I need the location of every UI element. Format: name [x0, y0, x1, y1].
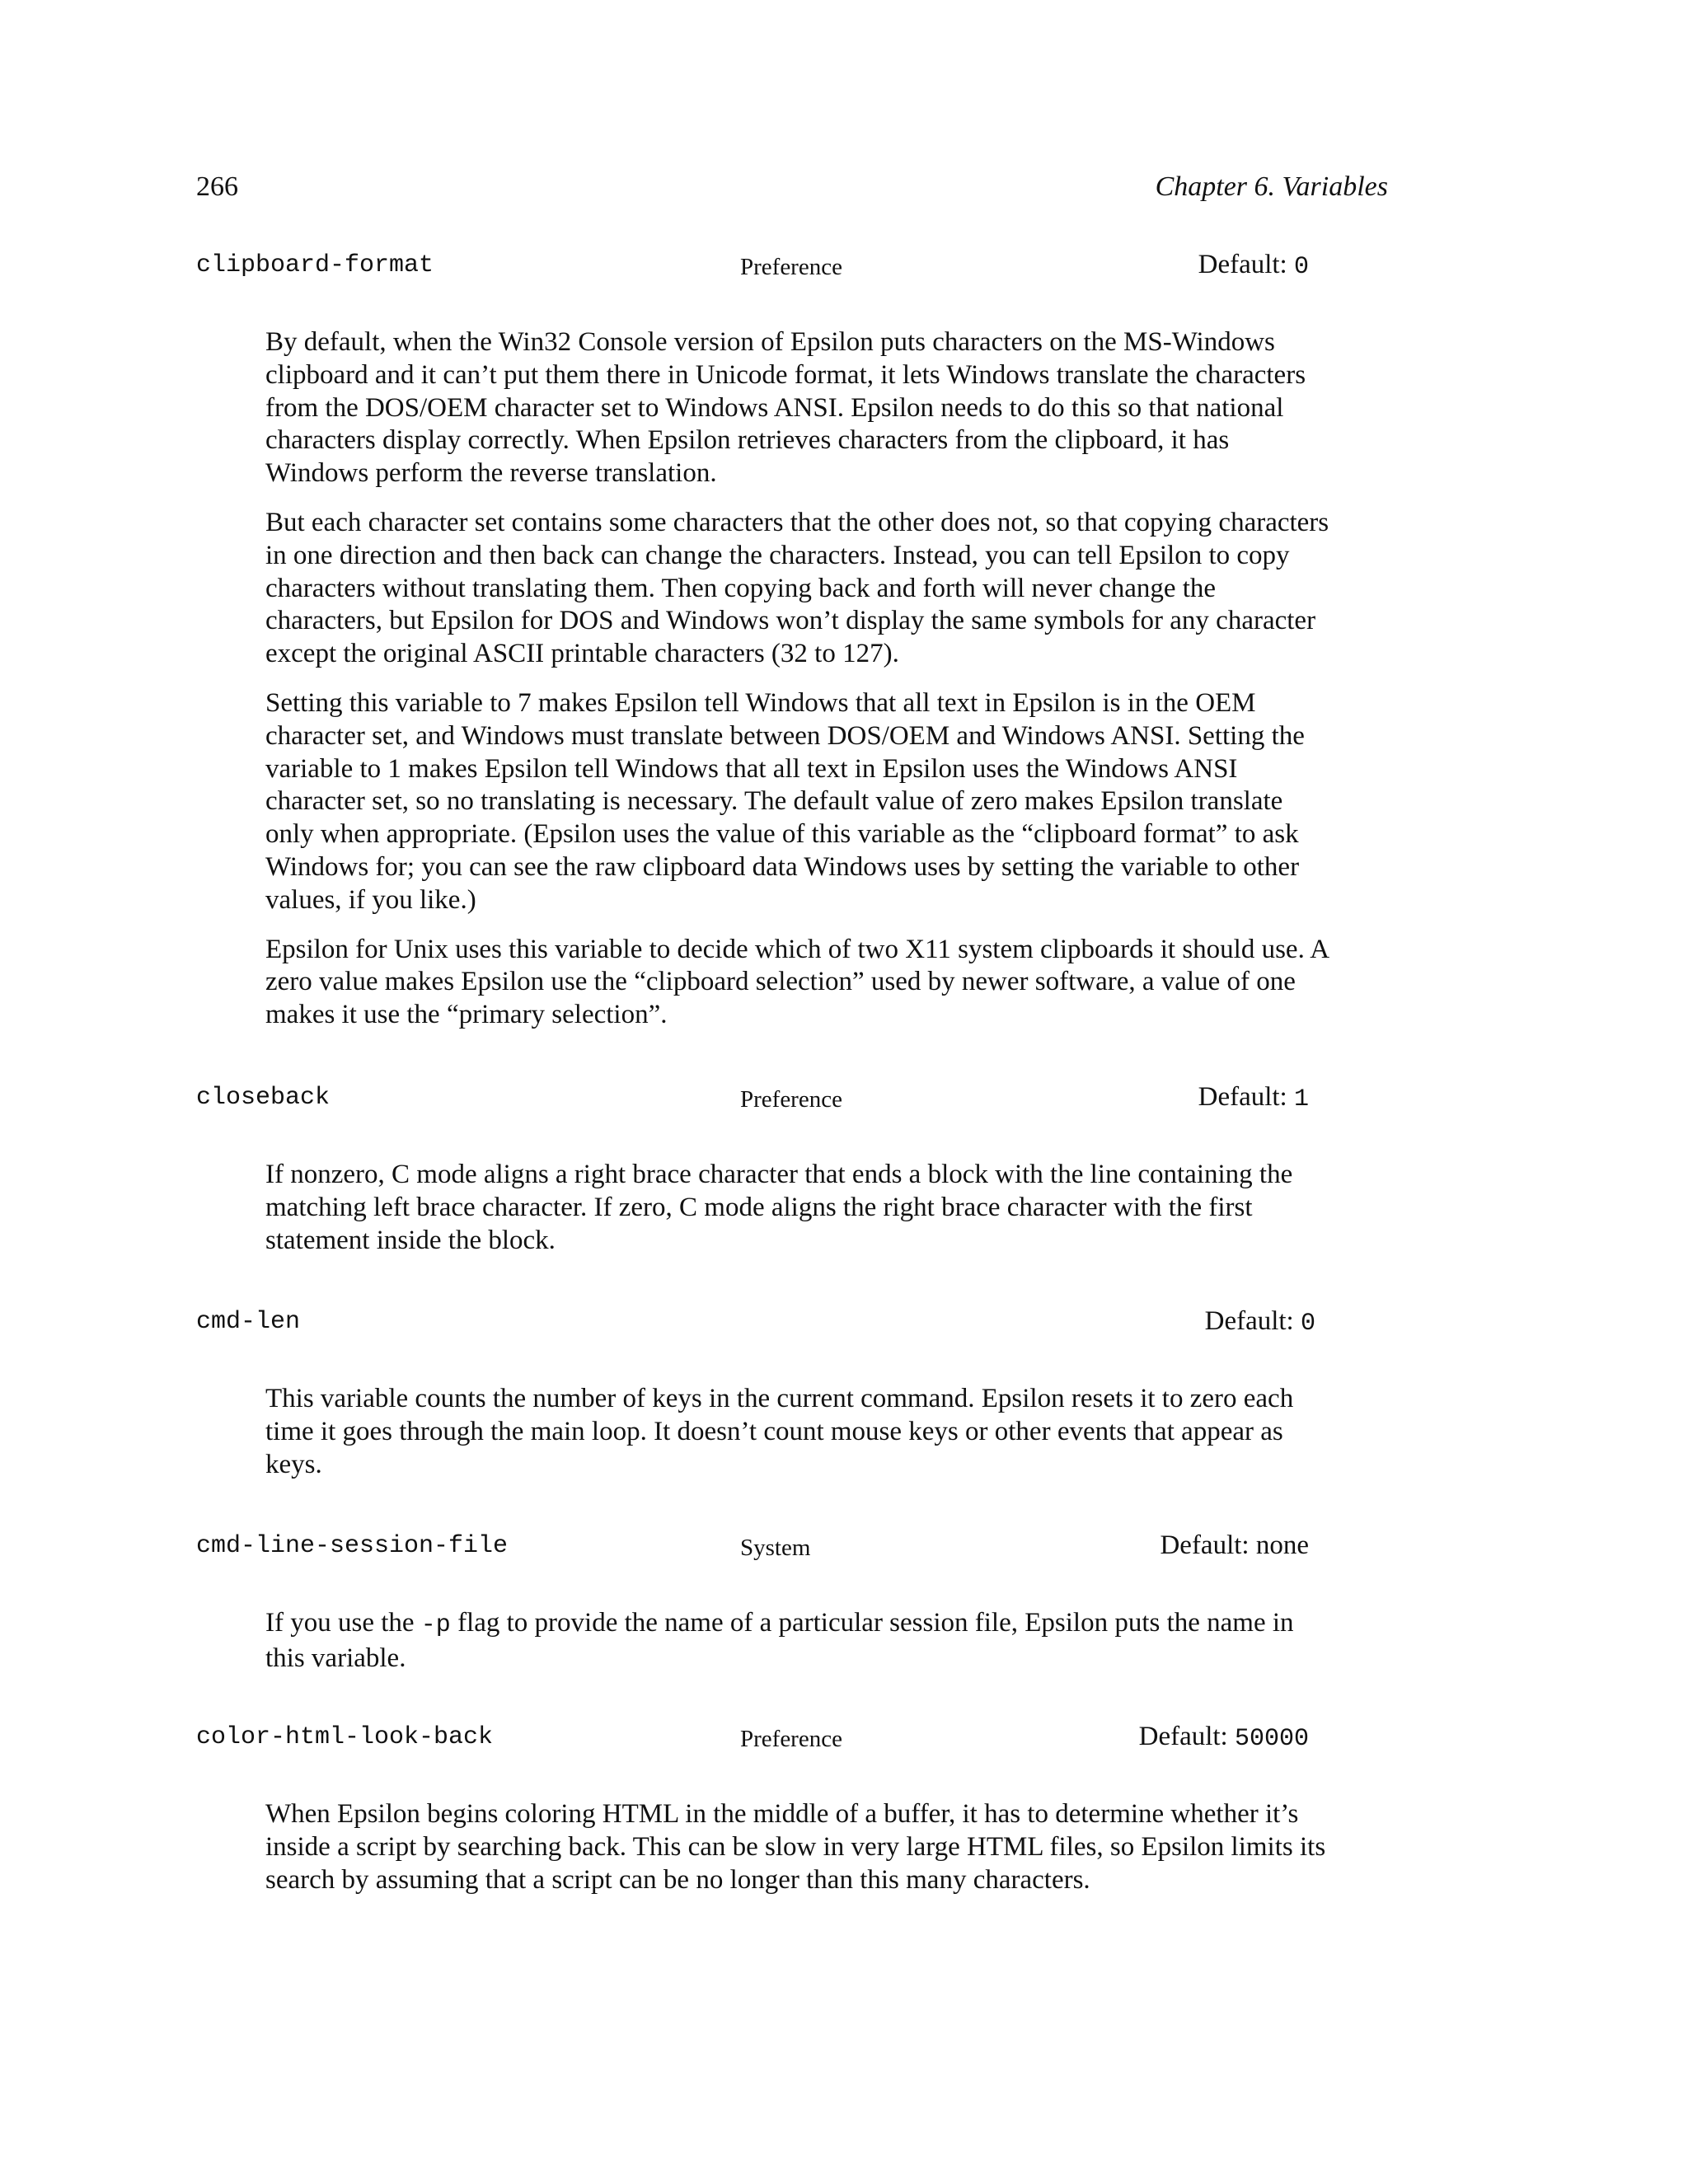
variable-name: cmd-line-session-file — [196, 1532, 509, 1560]
paragraph: Setting this variable to 7 makes Epsilon tell Windows that all text in Epsilon is in the OEM character set, and Windows must translate between DOS/OEM and Windows ANSI. Setting the variable to 1 makes Epsilon tell Windows that all text in Epsilon uses the Windows ANSI character set, so no translating is necessary. The default value of zero makes Epsilon translate only when appropriate. (Epsilon uses the value of this variable as the “clipboard format” to ask Windows for; you can see the raw clipboard data Windows uses by setting the variable to other values, if you like.) — [265, 687, 1305, 915]
variable-name: color-html-look-back — [196, 1723, 494, 1751]
variable-default — [1139, 1719, 1309, 1756]
flag-code: -p — [420, 1611, 451, 1639]
paragraph: When Epsilon begins coloring HTML in the middle of a buffer, it has to determine whether it’s inside a script by searching back. This can be slow in very large HTML files, so Epsilon limits its search by assuming that a script can be no longer than this many characters. — [265, 1799, 1326, 1895]
paragraph — [265, 1607, 1337, 1675]
default-value: 50000 — [1234, 1725, 1309, 1753]
entry-description-color-html-look-back — [265, 1798, 1337, 1913]
entry-description-cmd-len — [265, 1383, 1337, 1497]
entry-header-closeback — [196, 1080, 1367, 1118]
variable-default — [1198, 1080, 1309, 1117]
paragraph: By default, when the Win32 Console version of Epsilon puts characters on the MS-Windows clipboard and it can’t put them there in Unicode format, it lets Windows translate the characters from the DOS/OEM character set to Windows ANSI. Epsilon needs to do this so that national characters display correctly. When Epsilon retrieves characters from the clipboard, it has Windows perform the reverse translation. — [265, 327, 1306, 489]
entry-description-clipboard-format — [265, 326, 1337, 1048]
default-label: Default: — [1138, 1722, 1235, 1751]
variable-name: closeback — [196, 1084, 331, 1112]
variable-kind: System — [740, 1535, 811, 1561]
page-number: 266 — [196, 171, 238, 202]
paragraph: Epsilon for Unix uses this variable to decide which of two X11 system clipboards it should use. A zero value makes Epsilon use the “clipboard selection” used by newer software, a value of one makes it use the “primary selection”. — [265, 934, 1329, 1030]
variable-kind: Preference — [740, 1086, 842, 1113]
text: If you use the — [265, 1608, 421, 1638]
variable-default — [1198, 247, 1309, 284]
entry-header-cmd-len — [196, 1304, 1367, 1342]
variable-kind: Preference — [740, 1726, 842, 1752]
default-label: Default: — [1198, 1082, 1294, 1112]
default-value: 0 — [1300, 1310, 1315, 1338]
running-head: Chapter 6. Variables — [1155, 171, 1388, 202]
entry-header-clipboard-format — [196, 247, 1367, 285]
default-label: Default: none — [1160, 1530, 1309, 1560]
entry-header-color-html-look-back — [196, 1719, 1367, 1757]
paragraph: If nonzero, C mode aligns a right brace character that ends a block with the line containing the matching left brace character. If zero, C mode aligns the right brace character with the first statement inside the block. — [265, 1160, 1293, 1255]
variable-default — [1160, 1528, 1309, 1563]
paragraph: This variable counts the number of keys in the current command. Epsilon resets it to zero each time it goes through the main loop. It doesn’t count mouse keys or other events that appear as keys. — [265, 1384, 1294, 1479]
variable-kind: Preference — [740, 254, 842, 280]
entry-description-closeback — [265, 1159, 1337, 1273]
entry-description-cmd-line-session-file — [265, 1607, 1337, 1692]
default-value: 1 — [1293, 1085, 1309, 1113]
default-label: Default: — [1204, 1306, 1301, 1336]
paragraph: But each character set contains some characters that the other does not, so that copying characters in one direction and then back can change the characters. Instead, you can tell Epsilon to copy characters without translating them. Then copying back and forth will never change the characters, but Epsilon for DOS and Windows won’t display the same symbols for any character except the original ASCII printable characters (32 to 127). — [265, 507, 1329, 669]
entry-header-cmd-line-session-file — [196, 1528, 1367, 1566]
default-value: 0 — [1293, 253, 1309, 281]
default-label: Default: — [1198, 250, 1294, 279]
variable-name: cmd-len — [196, 1308, 301, 1336]
text: flag to provide the name of a particular session file, Epsilon puts the name in this variable. — [265, 1608, 1294, 1673]
variable-name: clipboard-format — [196, 251, 434, 279]
variable-default — [1205, 1304, 1315, 1341]
